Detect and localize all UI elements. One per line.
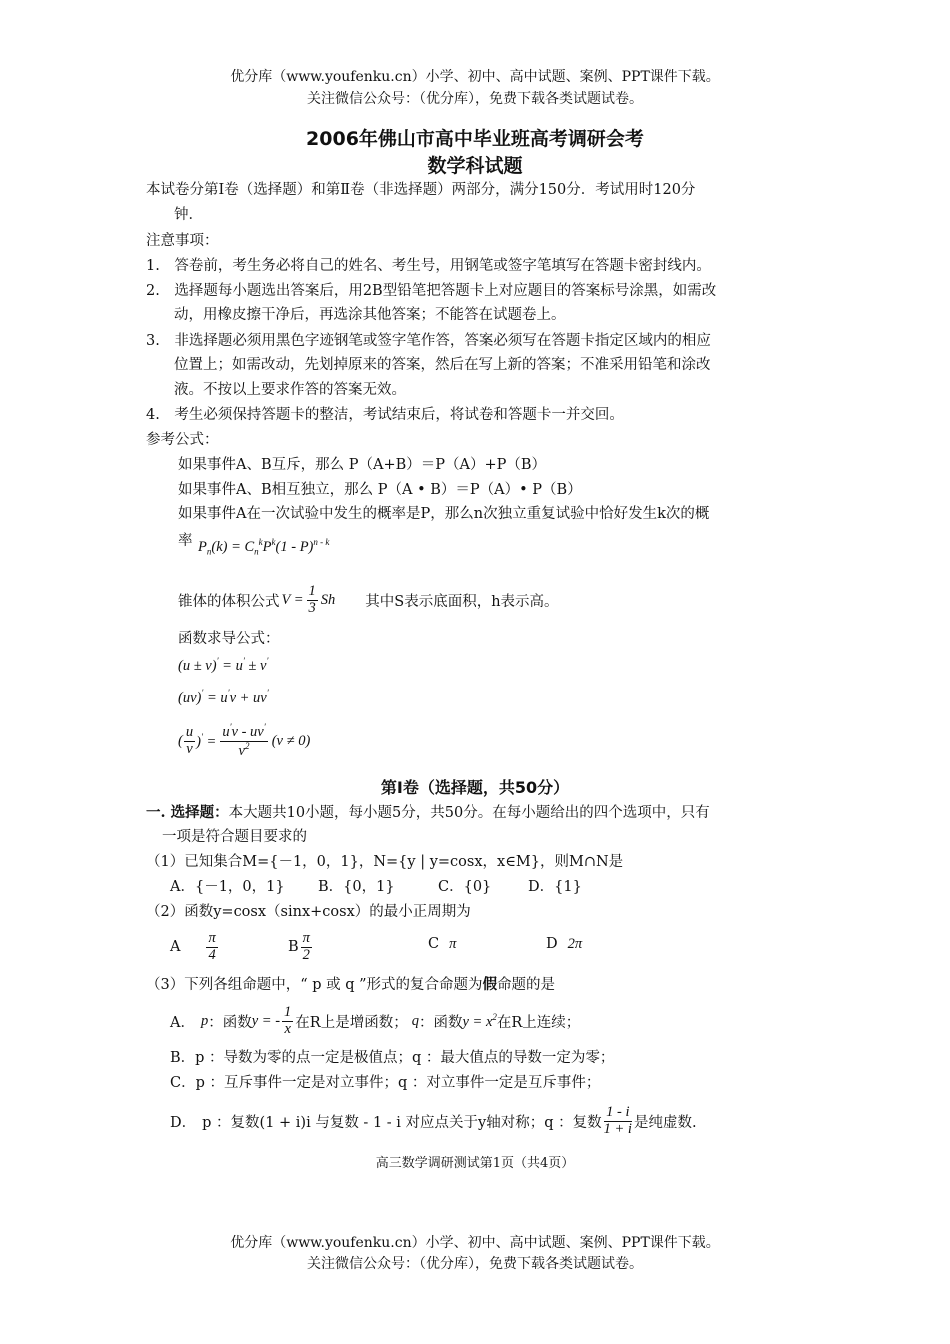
question-2-option-d: D 2π <box>546 936 583 952</box>
binomial-formula: $P_n(k) = C_n^kP^k(1 - P)^{n - k}$ <box>198 537 330 557</box>
question-2-option-a: A $\frac{\pi}{4}$ <box>170 929 216 963</box>
question-2-option-b: B $\frac{\pi}{2}$ <box>288 929 310 963</box>
exam-title: 2006年佛山市高中毕业班高考调研会考 <box>306 128 644 150</box>
note-4: 4. 考生必须保持答题卡的整洁，考试结束后，将试卷和答题卡一并交回。 <box>146 407 624 423</box>
site-footer-line2: 关注微信公众号：（优分库），免费下载各类试题试卷。 <box>307 1256 643 1272</box>
formula-repeated-trials-cont: 率 <box>178 533 193 549</box>
question-1-option-d: D．{1} <box>528 879 582 895</box>
exam-intro: 本试卷分第Ⅰ卷（选择题）和第Ⅱ卷（非选择题）两部分，满分150分．考试用时120分 <box>146 182 696 198</box>
section-1-label: 一. 选择题： <box>146 804 229 821</box>
note-2: 2. 选择题每小题选出答案后，用2B型铅笔把答题卡上对应题目的答案标号涂黑，如需改 <box>146 283 717 299</box>
question-1-stem: （1）已知集合M={－1，0，1}，N={y | y=cosx，x∈M}，则M∩N是 <box>146 854 624 870</box>
section-1-title: 第Ⅰ卷（选择题，共50分） <box>380 778 570 797</box>
question-3-option-c: C．p ：互斥事件一定是对立事件；q ：对立事件一定是互斥事件； <box>170 1075 601 1091</box>
note-3: 3. 非选择题必须用黑色字迹钢笔或签字笔作答，答案必须写在答题卡指定区域内的相应 <box>146 333 711 349</box>
question-3-option-a: A． p ：函数 y = - $\frac{1}{x}$ 在R上是增函数； q ：函数 $y = x^2$ 在R上连续； <box>170 1003 581 1037</box>
exam-subtitle: 数学科试题 <box>427 155 523 177</box>
formula-independent: 如果事件A、B相互独立，那么 P（A • B）＝P（A）• P（B） <box>178 482 582 498</box>
question-2-option-c: C π <box>428 936 457 952</box>
one-third-fraction: $\frac{1}{3}$ <box>308 582 316 616</box>
section-1-instructions-cont: 一项是符合题目要求的 <box>162 829 307 845</box>
formula-repeated-trials: 如果事件A在一次试验中发生的概率是P，那么n次独立重复试验中恰好发生k次的概 <box>178 506 710 522</box>
question-3-option-b: B．p ：导数为零的点一定是极值点；q ：最大值点的导数一定为零； <box>170 1050 615 1066</box>
notes-heading: 注意事项： <box>146 233 219 249</box>
derivative-quotient: ( $\frac{u}{v}$ )′ = $\frac{u'v - uv'}{v^2}$ (v ≠ 0) <box>178 721 311 759</box>
derivative-sum: (u ± v)′ = u′ ± v′ <box>178 656 269 674</box>
note-1: 1. 答卷前，考生务必将自己的姓名、考生号，用钢笔或签字笔填写在答题卡密封线内。 <box>146 258 711 274</box>
derivative-product: (uv)′ = u′v + uv′ <box>178 688 269 706</box>
note-3-cont2: 液。不按以上要求作答的答案无效。 <box>174 382 406 398</box>
derivative-heading: 函数求导公式： <box>178 631 280 647</box>
cone-note: 其中S表示底面积，h表示高。 <box>365 593 559 610</box>
cone-prefix: 锥体的体积公式 <box>178 593 280 610</box>
formula-exclusive: 如果事件A、B互斥，那么 P（A+B）＝P（A）+P（B） <box>178 457 547 473</box>
question-3-stem: （3）下列各组命题中，“ p 或 q ”形式的复合命题为假命题的是 <box>146 976 556 993</box>
formulas-heading: 参考公式： <box>146 432 219 448</box>
question-1-option-b: B．{0，1} <box>318 879 395 895</box>
note-2-cont: 动，用橡皮擦干净后，再选涂其他答案；不能答在试题卷上。 <box>174 307 566 323</box>
site-footer-line1: 优分库（www.youfenku.cn）小学、初中、高中试题、案例、PPT课件下载。 <box>230 1235 720 1251</box>
question-2-stem: （2）函数y=cosx（sinx+cosx）的最小正周期为 <box>146 904 471 920</box>
section-1-instructions: 一. 选择题：本大题共10小题，每小题5分，共50分。在每小题给出的四个选项中，只有 <box>146 804 710 821</box>
question-3-option-d: D． p ：复数(1 + i)i 与复数 - 1 - i 对应点关于y轴对称；q ：复数 $\frac{1 - i}{1 + i}$ 是纯虚数. <box>170 1103 697 1137</box>
page-footer: 高三数学调研测试第1页（共4页） <box>375 1156 575 1171</box>
site-header-line1: 优分库（www.youfenku.cn）小学、初中、高中试题、案例、PPT课件下载。 <box>230 69 720 85</box>
cone-volume-formula: 锥体的体积公式 V = $\frac{1}{3}$ Sh 其中S表示底面积，h表示高。 <box>178 582 559 616</box>
question-1-option-c: C．{0} <box>438 879 492 895</box>
exam-intro-cont: 钟． <box>174 207 203 223</box>
question-1-option-a: A．{－1，0，1} <box>170 879 285 895</box>
site-header-line2: 关注微信公众号：（优分库），免费下载各类试题试卷。 <box>307 91 643 107</box>
note-3-cont1: 位置上；如需改动，先划掉原来的答案，然后在写上新的答案；不准采用铅笔和涂改 <box>174 357 711 373</box>
